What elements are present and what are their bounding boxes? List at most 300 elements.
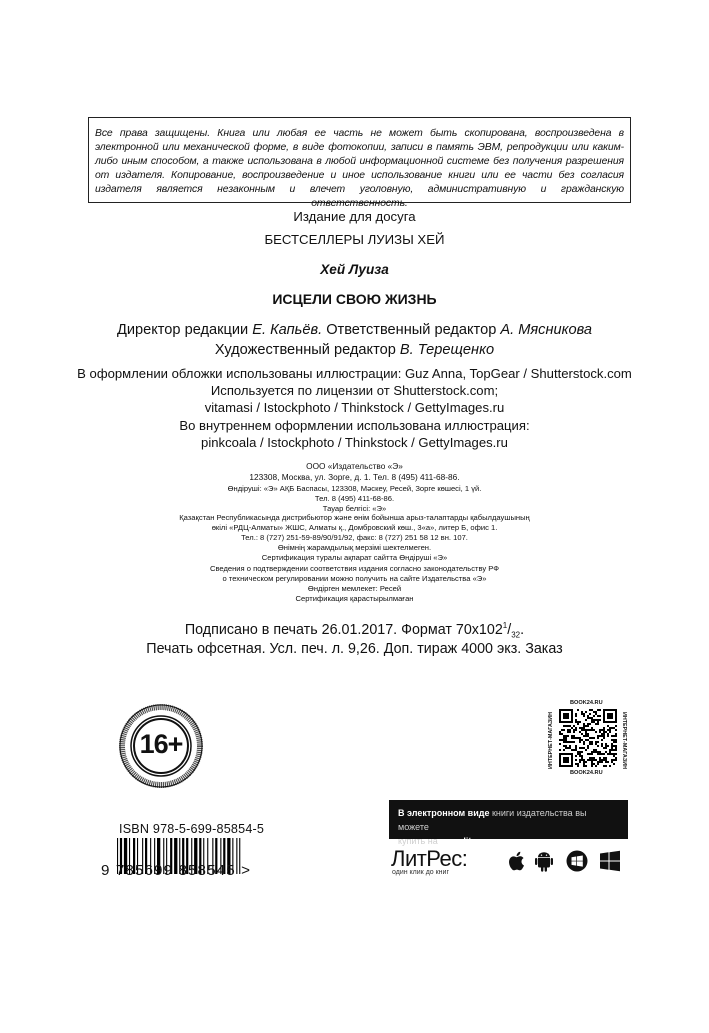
qr-module <box>561 729 563 731</box>
litres-highlight: В электронном виде <box>398 808 490 818</box>
qr-module <box>605 747 607 749</box>
qr-module <box>615 733 617 735</box>
qr-finder-module <box>563 713 569 719</box>
qr-module <box>615 759 617 761</box>
qr-module <box>591 719 593 721</box>
qr-module <box>605 745 607 747</box>
qr-module <box>581 739 583 741</box>
qr-module <box>607 725 609 727</box>
kz-line: Өндіруші: «Э» АҚБ Баспасы, 123308, Мәскеу, Ресей, Зорге көшесі, 1 үй. <box>227 484 482 493</box>
qr-module <box>595 713 597 715</box>
qr-module <box>603 765 605 767</box>
qr-module <box>587 739 589 741</box>
qr-module <box>607 761 609 763</box>
litres-slogan: один клик до книг <box>392 869 450 876</box>
qr-module <box>579 747 581 749</box>
qr-module <box>587 729 589 731</box>
qr-module <box>595 749 597 751</box>
qr-module <box>611 749 613 751</box>
rights-notice-box <box>88 117 631 209</box>
qr-module <box>613 741 615 743</box>
qr-module <box>603 735 605 737</box>
qr-module <box>605 743 607 745</box>
book-title: ИСЦЕЛИ СВОЮ ЖИЗНЬ <box>272 291 437 307</box>
qr-module <box>615 739 617 741</box>
qr-module <box>565 747 567 749</box>
qr-module <box>569 725 571 727</box>
cert-line: о техническом регулировании можно получить на сайте Издательства «Э» <box>222 574 487 583</box>
art-editor-name: В. Терещенко <box>399 342 495 358</box>
qr-module <box>611 727 613 729</box>
qr-module <box>559 733 561 735</box>
qr-module <box>615 725 617 727</box>
author-name: Хей Луиза <box>320 262 389 277</box>
qr-module <box>609 749 611 751</box>
qr-module <box>593 719 595 721</box>
qr-module <box>575 745 577 747</box>
windows-icon <box>598 849 622 873</box>
qr-module <box>565 725 567 727</box>
qr-module <box>559 739 561 741</box>
qr-module <box>591 759 593 761</box>
qr-module <box>591 757 593 759</box>
litres-banner <box>389 800 628 846</box>
qr-module <box>565 745 567 747</box>
qr-module <box>561 739 563 741</box>
qr-module <box>597 735 599 737</box>
qr-module <box>587 717 589 719</box>
qr-module <box>581 751 583 753</box>
qr-module <box>575 755 577 757</box>
qr-module <box>597 741 599 743</box>
qr-module <box>597 763 599 765</box>
illustration-line: pinkcoala / Istockphoto / Thinkstock / GettyImages.ru <box>201 435 508 450</box>
qr-module <box>581 747 583 749</box>
qr-module <box>567 725 569 727</box>
qr-top-caption: BOOK24.RU <box>570 700 603 706</box>
qr-module <box>585 729 587 731</box>
qr-module <box>585 725 587 727</box>
qr-module <box>601 745 603 747</box>
qr-module <box>573 731 575 733</box>
staff-line-2 <box>0 342 709 358</box>
qr-module <box>587 733 589 735</box>
qr-module <box>607 745 609 747</box>
qr-module <box>603 737 605 739</box>
qr-module <box>593 757 595 759</box>
qr-module <box>615 745 617 747</box>
qr-module <box>563 737 565 739</box>
qr-module <box>585 735 587 737</box>
qr-module <box>609 753 611 755</box>
series-name: БЕСТСЕЛЛЕРЫ ЛУИЗЫ ХЕЙ <box>264 232 445 247</box>
qr-module <box>581 729 583 731</box>
qr-module <box>605 757 607 759</box>
cert-line: Сведения о подтверждении соответствия издания согласно законодательству РФ <box>209 564 500 573</box>
qr-module <box>593 749 595 751</box>
qr-module <box>589 737 591 739</box>
qr-module <box>609 751 611 753</box>
qr-module <box>581 713 583 715</box>
qr-module <box>585 719 587 721</box>
qr-module <box>563 725 565 727</box>
qr-module <box>587 747 589 749</box>
qr-module <box>579 759 581 761</box>
qr-module <box>615 729 617 731</box>
litres-text: книги издательства вы можете <box>398 808 587 832</box>
qr-module <box>593 729 595 731</box>
qr-module <box>613 753 615 755</box>
qr-module <box>611 759 613 761</box>
qr-module <box>575 715 577 717</box>
qr-module <box>571 735 573 737</box>
qr-module <box>589 717 591 719</box>
qr-module <box>599 753 601 755</box>
qr-module <box>589 741 591 743</box>
qr-module <box>591 727 593 729</box>
qr-module <box>585 731 587 733</box>
qr-module <box>571 737 573 739</box>
qr-module <box>603 753 605 755</box>
rights-notice-text: Все права защищены. Книга или любая ее часть не может быть скопирована, воспроизведена в электронной или механической форме, в виде фотокопии, записи в память ЭВМ, репродукции или каким-либо иным способом, а также использована в любой информационной системе без получения разрешения от издателя. Копирование, воспроизведение и иное использование книги или ее части без согласия издателя является незаконным и влечет уголовную, административную и гражданскую ответственность. <box>95 128 624 209</box>
litres-url: www.litres.ru <box>440 836 497 846</box>
qr-module <box>573 725 575 727</box>
qr-module <box>575 721 577 723</box>
qr-module <box>593 751 595 753</box>
qr-left-caption: ИНТЕРНЕТ-МАГАЗИН <box>548 712 554 769</box>
director-label: Директор редакции <box>116 322 249 338</box>
qr-module <box>567 735 569 737</box>
qr-module <box>595 765 597 767</box>
qr-module <box>595 723 597 725</box>
qr-module <box>595 743 597 745</box>
qr-module <box>599 731 601 733</box>
format-end: . <box>520 621 525 638</box>
qr-module <box>591 763 593 765</box>
qr-module <box>581 759 583 761</box>
qr-module <box>595 741 597 743</box>
qr-module <box>571 749 573 751</box>
qr-module <box>615 749 617 751</box>
qr-module <box>597 723 599 725</box>
qr-module <box>567 741 569 743</box>
print-info-line-1: Подписано в печать 26.01.2017. Формат $70x102^1/_{32}$. <box>184 621 525 640</box>
qr-module <box>593 715 595 717</box>
qr-module <box>567 731 569 733</box>
qr-module <box>595 751 597 753</box>
qr-module <box>585 733 587 735</box>
qr-module <box>609 727 611 729</box>
qr-module <box>599 715 601 717</box>
format-fraction-denominator: 32 <box>511 630 521 640</box>
qr-module <box>587 759 589 761</box>
qr-module <box>577 723 579 725</box>
qr-module <box>605 765 607 767</box>
qr-module <box>595 719 597 721</box>
qr-module <box>589 757 591 759</box>
qr-module <box>613 739 615 741</box>
qr-module <box>599 751 601 753</box>
qr-module <box>615 757 617 759</box>
isbn-label: ISBN 978-5-699-85854-5 <box>119 822 265 836</box>
qr-module <box>563 741 565 743</box>
qr-module <box>579 751 581 753</box>
qr-module <box>611 739 613 741</box>
qr-module <box>579 761 581 763</box>
qr-module <box>591 717 593 719</box>
qr-module <box>569 741 571 743</box>
qr-module <box>589 709 591 711</box>
qr-module <box>575 759 577 761</box>
qr-module <box>575 763 577 765</box>
qr-module <box>577 721 579 723</box>
staff-line-1 <box>0 322 709 338</box>
qr-module <box>603 729 605 731</box>
qr-module <box>601 729 603 731</box>
qr-module <box>579 721 581 723</box>
cert-line: Өндірген мемлекет: Ресей <box>307 584 402 593</box>
qr-module <box>607 735 609 737</box>
qr-module <box>615 753 617 755</box>
qr-module <box>583 743 585 745</box>
qr-module <box>593 759 595 761</box>
qr-module <box>581 757 583 759</box>
print-info-line-2: Печать офсетная. Усл. печ. л. 9,26. Доп. тираж 4000 экз. Заказ <box>146 641 563 657</box>
qr-module <box>579 731 581 733</box>
print-date-format: Подписано в печать 26.01.2017. Формат 70x102 <box>184 621 503 638</box>
kz-line: Қазақстан Республикасында дистрибьютор және өнім бойынша арыз-талаптарды қабылдаушының <box>179 513 530 522</box>
qr-module <box>613 763 615 765</box>
qr-module <box>601 759 603 761</box>
qr-module <box>569 745 571 747</box>
qr-module <box>607 733 609 735</box>
qr-module <box>607 753 609 755</box>
qr-module <box>603 733 605 735</box>
director-name: Е. Капьёв. <box>252 322 323 338</box>
qr-module <box>591 741 593 743</box>
qr-module <box>593 721 595 723</box>
qr-module <box>587 745 589 747</box>
qr-module <box>563 735 565 737</box>
kz-line: өкілі «РДЦ-Алматы» ЖШС, Алматы қ., Домбровский көш., 3«а», литер Б, офис 1. <box>211 523 498 532</box>
qr-module <box>585 711 587 713</box>
qr-module <box>583 735 585 737</box>
qr-module <box>577 765 579 767</box>
qr-module <box>575 747 577 749</box>
barcode-digits: 9 785699 858545 > <box>101 862 252 879</box>
qr-module <box>575 749 577 751</box>
age-rating-value: 16+ <box>139 729 183 759</box>
qr-module <box>599 761 601 763</box>
qr-finder-module <box>563 757 569 763</box>
kz-line: Сертификация туралы ақпарат сайтта Өндіруші «Э» <box>261 553 448 562</box>
qr-module <box>599 709 601 711</box>
qr-module <box>591 737 593 739</box>
qr-module <box>587 715 589 717</box>
qr-module <box>571 727 573 729</box>
qr-module <box>583 725 585 727</box>
qr-module <box>597 761 599 763</box>
apple-icon <box>505 849 529 873</box>
qr-module <box>609 729 611 731</box>
qr-module <box>613 749 615 751</box>
qr-module <box>591 761 593 763</box>
qr-module <box>575 719 577 721</box>
qr-module <box>573 737 575 739</box>
qr-module <box>591 751 593 753</box>
qr-module <box>585 749 587 751</box>
qr-module <box>599 729 601 731</box>
qr-module <box>601 743 603 745</box>
qr-module <box>585 739 587 741</box>
qr-module <box>609 731 611 733</box>
qr-module <box>587 735 589 737</box>
qr-module <box>613 759 615 761</box>
qr-module <box>565 735 567 737</box>
qr-module <box>603 731 605 733</box>
qr-module <box>611 745 613 747</box>
qr-module <box>581 755 583 757</box>
editor-label: Ответственный редактор <box>326 322 497 338</box>
qr-module <box>611 743 613 745</box>
qr-module <box>607 729 609 731</box>
qr-module <box>575 713 577 715</box>
qr-module <box>565 741 567 743</box>
qr-module <box>615 741 617 743</box>
qr-module <box>577 753 579 755</box>
qr-module <box>615 747 617 749</box>
qr-module <box>595 731 597 733</box>
qr-module <box>563 729 565 731</box>
qr-module <box>577 737 579 739</box>
qr-module <box>581 711 583 713</box>
qr-module <box>583 715 585 717</box>
qr-module <box>583 747 585 749</box>
qr-module <box>597 709 599 711</box>
qr-module <box>613 735 615 737</box>
qr-module <box>603 747 605 749</box>
qr-module <box>599 735 601 737</box>
cert-line: Сертификация қарастырылмаған <box>295 594 414 603</box>
qr-module <box>573 749 575 751</box>
qr-module <box>567 729 569 731</box>
qr-module <box>597 721 599 723</box>
qr-module <box>603 759 605 761</box>
illustration-line: vitamasi / Istockphoto / Thinkstock / GettyImages.ru <box>204 400 505 415</box>
qr-module <box>559 731 561 733</box>
qr-module <box>589 753 591 755</box>
qr-module <box>569 747 571 749</box>
format-fraction-numerator: 1 <box>502 621 508 630</box>
qr-module <box>569 731 571 733</box>
windows-phone-icon <box>565 849 589 873</box>
qr-module <box>575 729 577 731</box>
qr-module <box>559 743 561 745</box>
qr-module <box>565 739 567 741</box>
qr-module <box>567 747 569 749</box>
qr-module <box>579 753 581 755</box>
android-icon <box>532 849 556 873</box>
qr-module <box>605 731 607 733</box>
qr-module <box>573 735 575 737</box>
qr-module <box>591 709 593 711</box>
qr-module <box>611 753 613 755</box>
publisher-line: ООО «Издательство «Э» <box>306 461 403 471</box>
qr-module <box>577 763 579 765</box>
qr-module <box>591 721 593 723</box>
qr-module <box>581 733 583 735</box>
qr-module <box>615 735 617 737</box>
qr-module <box>585 765 587 767</box>
qr-right-caption: ИНТЕРНЕТ-МАГАЗИН <box>621 712 627 769</box>
qr-module <box>563 749 565 751</box>
qr-module <box>583 759 585 761</box>
qr-module <box>595 711 597 713</box>
kz-line: Тел. 8 (495) 411-68-86. <box>314 494 395 503</box>
qr-code-block <box>548 700 640 782</box>
illustration-line: Используется по лицензии от Shutterstock.com; <box>210 383 499 398</box>
qr-module <box>601 753 603 755</box>
qr-module <box>611 747 613 749</box>
qr-module <box>583 729 585 731</box>
qr-module <box>591 743 593 745</box>
qr-module <box>579 737 581 739</box>
art-editor-label: Художественный редактор <box>214 342 396 358</box>
qr-module <box>591 765 593 767</box>
editor-name: А. Мясникова <box>500 322 593 338</box>
qr-module <box>577 751 579 753</box>
qr-module <box>561 733 563 735</box>
qr-module <box>601 733 603 735</box>
qr-module <box>613 755 615 757</box>
kz-line: Өнімнің жарамдылық мерзімі шектелмеген. <box>277 543 432 552</box>
qr-module <box>605 759 607 761</box>
qr-module <box>599 719 601 721</box>
qr-module <box>583 713 585 715</box>
qr-module <box>593 763 595 765</box>
qr-module <box>597 753 599 755</box>
qr-module <box>589 743 591 745</box>
qr-module <box>597 751 599 753</box>
qr-module <box>597 719 599 721</box>
qr-module <box>613 745 615 747</box>
publisher-line: 123308, Москва, ул. Зорге, д. 1. Тел. 8 (495) 411-68-86. <box>249 472 460 482</box>
qr-module <box>581 727 583 729</box>
litres-text: купить на <box>398 836 441 846</box>
qr-module <box>587 723 589 725</box>
qr-module <box>575 737 577 739</box>
qr-module <box>583 761 585 763</box>
qr-module <box>587 725 589 727</box>
qr-module <box>573 729 575 731</box>
qr-module <box>587 753 589 755</box>
qr-module <box>579 739 581 741</box>
qr-module <box>597 737 599 739</box>
qr-module <box>559 749 561 751</box>
qr-module <box>605 761 607 763</box>
qr-finder-module <box>607 713 613 719</box>
qr-module <box>575 727 577 729</box>
qr-module <box>597 745 599 747</box>
qr-module <box>605 751 607 753</box>
qr-module <box>609 765 611 767</box>
qr-module <box>569 729 571 731</box>
qr-module <box>591 753 593 755</box>
litres-line-1 <box>398 806 619 834</box>
qr-module <box>565 737 567 739</box>
illustration-line: Во внутреннем оформлении использована иллюстрация: <box>179 418 530 433</box>
qr-module <box>599 759 601 761</box>
